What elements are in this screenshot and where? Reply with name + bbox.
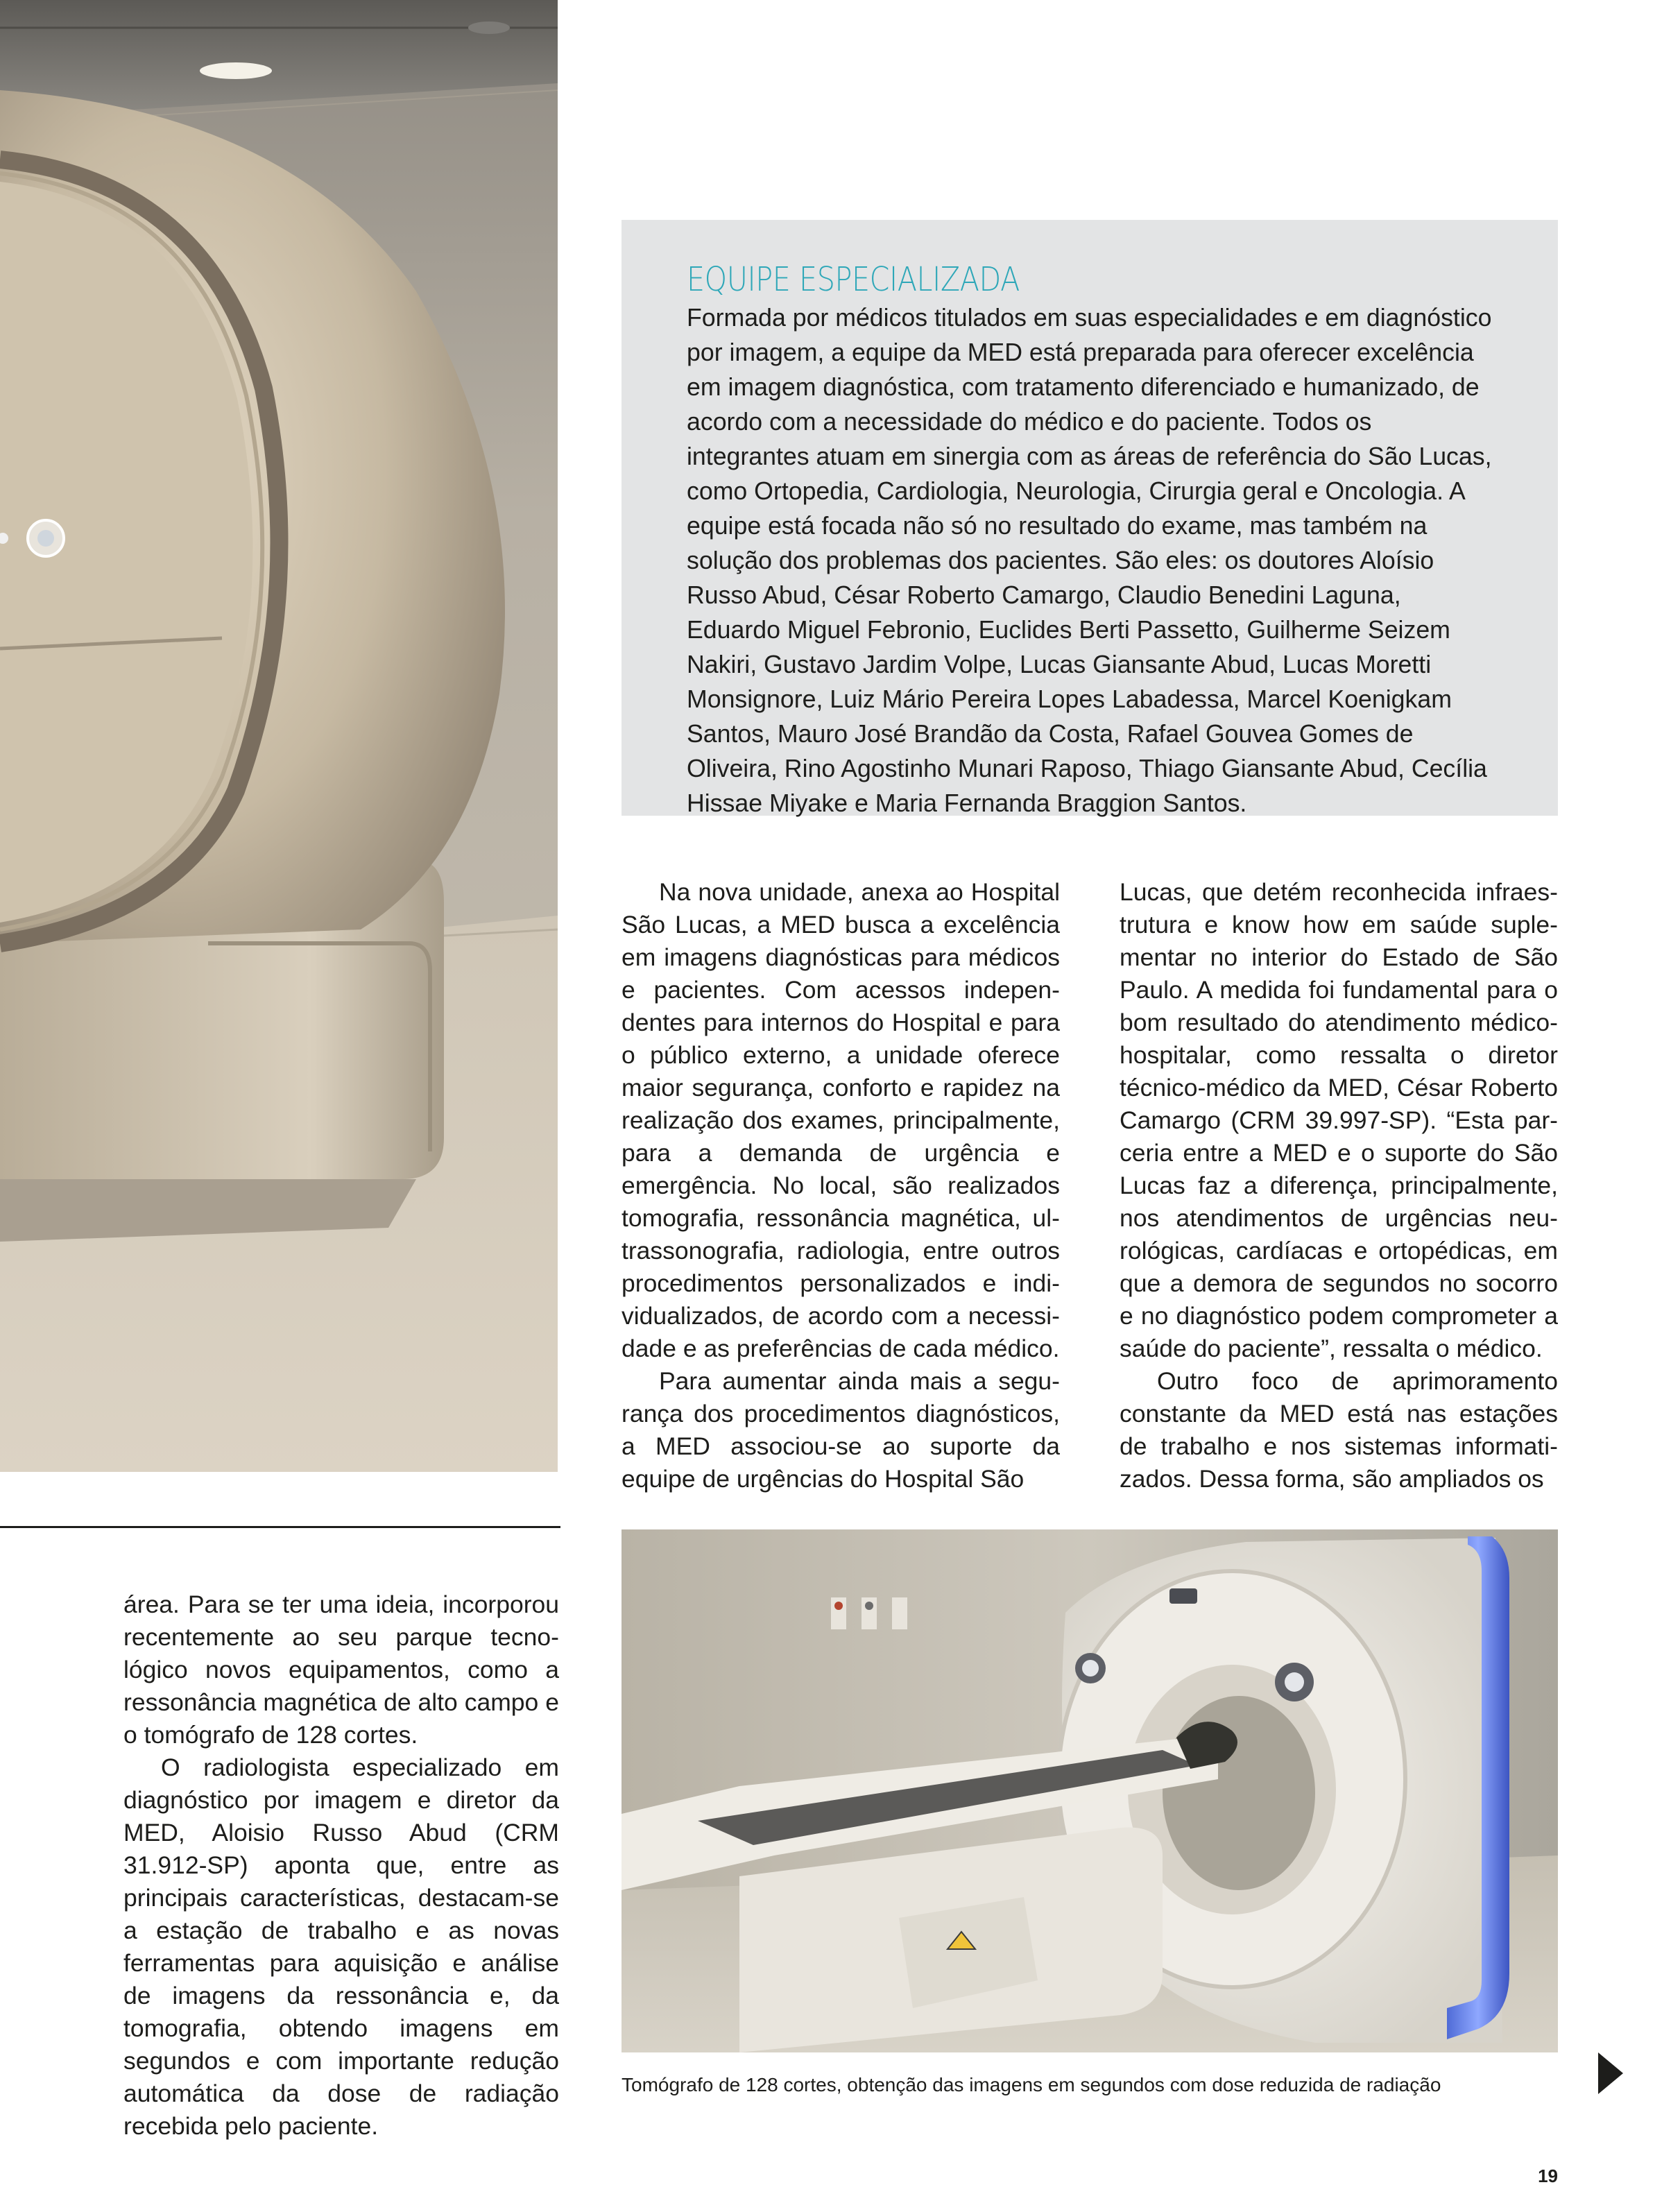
column-divider-rule	[0, 1526, 560, 1528]
team-box-title: EQUIPE ESPECIALIZADA	[687, 260, 1020, 299]
article-column-1	[622, 876, 1060, 1495]
article-paragraph: área. Para se ter uma ideia, incorporou recentemente ao seu parque tecnológico novos equipamentos, como a ressonância magnética de alto campo e o tomógrafo de 128 cortes.	[123, 1591, 559, 1749]
page-number: 19	[1538, 2166, 1558, 2186]
next-page-arrow-icon	[1598, 2052, 1623, 2094]
article-paragraph: Para aumentar ainda mais a segurança dos procedimentos diagnósticos, a MED associou-se ao suporte da equipe de urgências do Hospital São	[622, 1367, 1060, 1493]
article-paragraph: Lucas, que detém reconhecida infraestrutura e know how em saúde suplementar no interior do Estado de São Paulo. A medida foi fundamental para o bom resultado do atendimento médico-hospitalar, como ressalta o diretor técnico-médico da MED, César Roberto Camargo (CRM 39.997-SP). “Esta parceria entre a MED e o suporte do São Lucas faz a diferença, principalmente, nos atendimentos de urgências neurológicas, cardíacas e ortopédicas, em que a demora de segundos no socorro e no diagnóstico podem comprometer a saúde do paciente”, ressalta o médico.	[1120, 878, 1558, 1362]
mri-scanner-photo	[0, 0, 558, 1472]
team-box-text: Formada por médicos titulados em suas especialidades e em diagnóstico por imagem, a equipe da MED está preparada para oferecer excelência em imagem diagnóstica, com tratamento diferenciado e humanizado, de acordo com a necessidade do médico e do paciente. Todos os integrantes atuam em sinergia com as áreas de referência do São Lucas, como Ortopedia, Cardiologia, Neurologia, Cirurgia geral e Oncologia. A equipe está focada não só no resultado do exame, mas também na solução dos problemas dos pacientes. São eles: os doutores Aloísio Russo Abud, César Roberto Camargo, Claudio Benedini Laguna, Eduardo Miguel Febronio, Euclides Berti Passetto, Guilherme Seizem Nakiri, Gustavo Jardim Volpe, Lucas Giansante Abud, Lucas Moretti Monsignore, Luiz Mário Pereira Lopes Labadessa, Marcel Koenigkam Santos, Mauro José Brandão da Costa, Rafael Gouvea Gomes de Oliveira, Rino Agostinho Munari Raposo, Thiago Giansante Abud, Cecília Hissae Miyake e Maria Fernanda Braggion Santos.	[687, 304, 1492, 817]
article-paragraph: Outro foco de aprimoramento constante da MED está nas estações de trabalho e nos sistemas informatizados. Dessa forma, são ampliados os	[1120, 1367, 1558, 1493]
article-column-2	[1120, 876, 1558, 1495]
team-info-box	[622, 220, 1558, 816]
photo-caption: Tomógrafo de 128 cortes, obtenção das imagens em segundos com dose reduzida de radiação	[622, 2074, 1441, 2095]
article-column-3	[123, 1588, 559, 2143]
ct-scanner-photo	[622, 1529, 1558, 2052]
article-paragraph: Na nova unidade, anexa ao Hospital São Lucas, a MED busca a excelência em imagens diagnósticas para médicos e pacientes. Com acessos independentes para internos do Hospital e para o público externo, a unidade oferece maior segurança, conforto e rapidez na realização dos exames, principalmente, para a demanda de urgência e emergência. No local, são realizados tomografia, ressonância magnética, ultrassonografia, radiologia, entre outros procedimentos personalizados e individualizados, de acordo com a necessidade e as preferências de cada médico.	[622, 878, 1060, 1362]
article-paragraph: O radiologista especializado em diagnóstico por imagem e diretor da MED, Aloisio Russo Abud (CRM 31.912-SP) aponta que, entre as principais características, destacam-se a estação de trabalho e as novas ferramentas para aquisição e análise de imagens da ressonância e, da tomografia, obtendo imagens em segundos e com importante redução automática da dose de radiação recebida pelo paciente.	[123, 1754, 559, 2140]
